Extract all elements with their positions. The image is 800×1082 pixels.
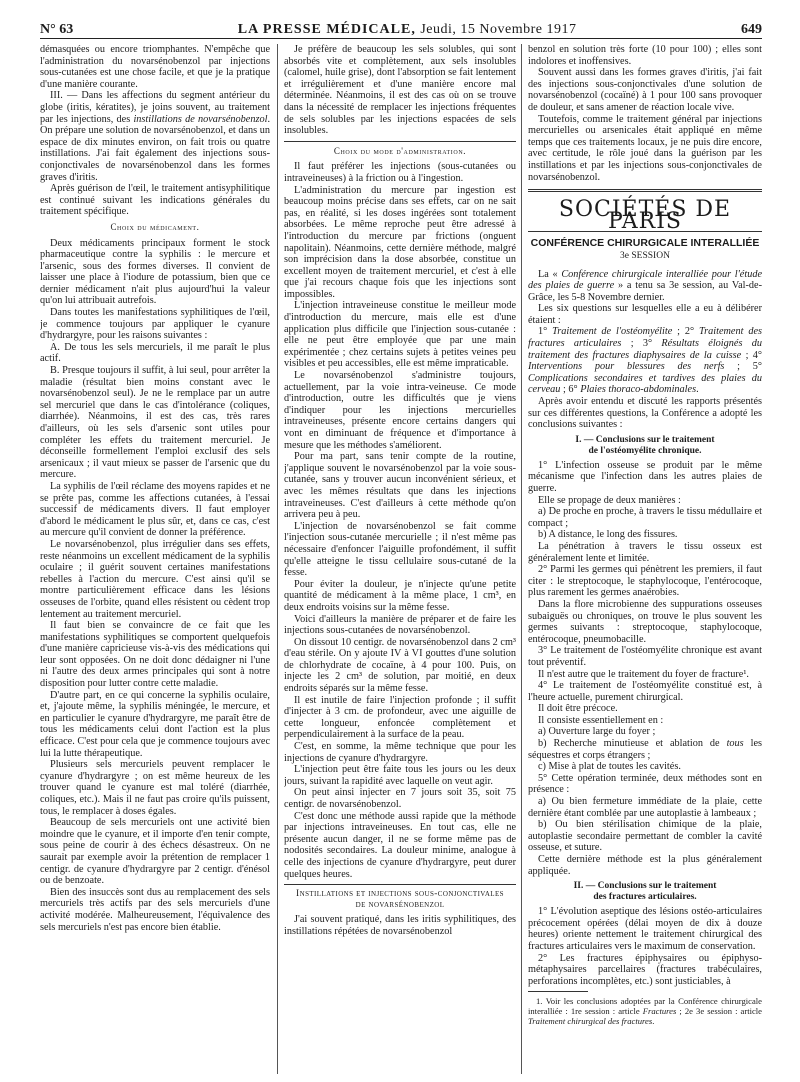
paragraph: Toutefois, comme le traitement général par injections mercurielles ou arsenicales était appliqué en même temps que ces traitements locaux, je ne puis dire encore, avec certitude, le rôle joué dans la guérison par les instillations et par les injections sous-conjonctivales de novarsénobenzol. [528,113,762,183]
paragraph: Après guérison de l'œil, le traitement antisyphilitique est continué suivant les indications générales du traitement spécifique. [40,183,270,218]
paragraph: benzol en solution très forte (10 pour 100) ; elles sont indolores et inoffensives. [528,44,762,67]
paragraph: Deux médicaments principaux forment le stock pharmaceutique contre la syphilis : le mercure et l'arsenic, sous des formes diverses. Il convient de laisser une place à l'iodure de potassium, bien que ce dernier médicament n'ait plus aujourd'hui la valeur qu'on lui attribuait autrefois. [40,237,270,307]
paragraph: Le novarsénobenzol s'administre toujours, actuellement, par la voie intra-veineuse. Ce mode d'introduction, outre les difficultés que je viens d'indiquer pour les injections mercurielles intraveineuses, présente encore certains dangers qui vont en diminuant de fréquence et d'importance à mesure que les méthodes s'améliorent. [284,370,516,451]
column-divider [521,44,522,1074]
paragraph: C'est, en somme, la même technique que pour les injections de cyanure d'hydrargyre. [284,741,516,764]
paragraph: 3° Le traitement de l'ostéomyélite chronique est avant tout préventif. [528,645,762,668]
paragraph: Dans toutes les manifestations syphilitiques de l'œil, je commence toujours par appliquer le cyanure d'hydrargyre, pour les raisons suivantes : [40,307,270,342]
paragraph: Les six questions sur lesquelles elle a eu à délibérer étaient : [528,303,762,326]
paragraph: On peut ainsi injecter en 7 jours soit 35, soit 75 centigr. de novarsénobenzol. [284,787,516,810]
conference-title: CONFÉRENCE CHIRURGICALE INTERALLIÉE [530,237,760,250]
paragraph: Je préfère de beaucoup les sels solubles, qui sont absorbés vite et complètement, aux sels insolubles (calomel, huile grise), dont l'absorption se fait lentement et irrégulièrement et d'une manière encore mal déterminée. Néanmoins, il est des cas où on se trouve dans la nécessité de remplacer les injections fréquentes de sels solubles par les injections espacées de sels insolubles. [284,44,516,137]
divider [528,189,762,192]
paragraph: Beaucoup de sels mercuriels ont une activité bien moindre que le cyanure, et il importe d'en tenir compte, sous peine de courir à des échecs désastreux. On ne saurait par exemple avoir la prétention de remplacer 1 centigr. de cyanure d'hydrargyre par 2 centigr. d'énésol ou de benzoate. [40,817,270,887]
paragraph: Cette dernière méthode est la plus généralement appliquée. [528,854,762,877]
section-heading: Choix du médicament. [110,221,200,232]
paragraph: J'ai souvent pratiqué, dans les iritis syphilitiques, des instillations répétées de novarsénobenzol [284,914,516,937]
paragraph: L'injection de novarsénobenzol se fait comme l'injection sous-cutanée mercurielle ; il n'est même pas nécessaire d'enfoncer l'aiguille profondément, il suffit qu'elle atteigne le tissu cellulaire sous-cutané de la fesse. [284,520,516,579]
journal-name: LA PRESSE MÉDICALE, [237,22,421,37]
paragraph: La pénétration à travers le tissu osseux est généralement lente et limitée. [528,540,762,564]
paragraph: Pour éviter la douleur, je n'injecte qu'une petite quantité de médicament à la même place, 1 cm³, en deux endroits voisins sur la même fesse. [284,578,516,613]
paragraph: La « Conférence chirurgicale interalliée pour l'étude des plaies de guerre » a tenu sa 3e session, au Val-de-Grâce, les 5-8 Novembre dernier. [528,268,762,303]
paragraph: Dans la flore microbienne des suppurations osseuses subaiguës ou chroniques, on trouve le plus souvent les germes suivants : streptocoque, staphylocoque, entérocoque, pneumobacille. [528,598,762,645]
running-header [40,18,762,39]
paragraph: 2° Parmi les germes qui pénètrent les premiers, il faut citer : le streptocoque, le staphylocoque, l'entérocoque, plus rarement les germes anaérobies. [528,564,762,599]
section-heading: II. — Conclusions sur le traitement des fractures articulaires. [573,881,717,903]
paragraph: b) Recherche minutieuse et ablation de tous les séquestres et corps étrangers ; [528,738,762,761]
paragraph: Il doit être précoce. [538,703,618,715]
paragraph: Elle se propage de deux manières : [538,494,681,506]
paragraph: 1° Traitement de l'ostéomyélite ; 2° Traitement des fractures articulaires ; 3° Résultats éloignés du traitement des fractures diaphysaires de la cuisse ; 4° Interventions pour blessures des nerfs ; 5° Complications secondaires et tardives des plaies du cerveau ; 6° Plaies thoraco-abdominales. [528,326,762,396]
paragraph: 1° L'infection osseuse se produit par le même mécanisme que l'infection dans les autres plaies de guerre. [528,459,762,494]
paragraph: L'administration du mercure par ingestion est beaucoup moins précise dans ses effets, car on ne sait pas, en réalité, si les doses ingérées sont totalement absorbées. Le même reproche peut être adressé à l'introduction du mercure par frictions (onguent napolitain). Néanmoins, cette dernière méthode, malgré son imprécision dans la dose absorbée, constitue un excellent moyen de traitement mercuriel, et c'est à elle que j'ai recours chaque fois que les injections sont impossibles. [284,184,516,300]
paragraph: b) Ou bien stérilisation chimique de la plaie, autoplastie secondaire permettant de combler la cavité osseuse, et suture. [528,819,762,854]
paragraph: démasquées ou encore triomphantes. N'empêche que l'administration du novarsénobenzol par injections sous-cutanées est une chose facile, et que je la pratique d'une manière courante. [40,44,270,90]
paragraph: 5° Cette opération terminée, deux méthodes sont en présence : [528,772,762,796]
paragraph: A. De tous les sels mercuriels, il me paraît le plus actif. [40,341,270,365]
paragraph: 4° Le traitement de l'ostéomyélite constitué est, à l'heure actuelle, purement chirurgical. [528,680,762,703]
footnote-text: 1. Voir les conclusions adoptées par la Conférence chirurgicale interalliée : 1re session : article Fractures ; 2e 3e session : article Traitement chirurgical des fractures. [528,996,762,1027]
paragraph: b) A distance, le long des fissures. [538,529,678,541]
paragraph: L'injection peut être faite tous les jours ou les deux jours, suivant la rapidité avec laquelle on veut agir. [284,764,516,787]
paragraph: 1° L'évolution aseptique des lésions ostéo-articulaires précocement opérées (délai moyen de dix à douze heures) oriente nettement le traitement chirurgical des fractures articulaires vers le maximum de conservation. [528,906,762,952]
section-heading: Choix du mode d'administration. [333,145,467,156]
paragraph: Pour ma part, sans tenir compte de la routine, j'applique souvent le novarsénobenzol par la voie sous-cutanée, sans y trouver aucun inconvénient sérieux, et avec les mêmes résultats que dans les injections intraveineuses. C'est d'ailleurs à cette méthode qu'on arrivera peu à peu. [284,451,516,521]
section-heading: I. — Conclusions sur le traitement de l'ostéomyélite chronique. [575,434,715,456]
column-3 [528,44,762,1074]
paragraph: a) Ouverture large du foyer ; [538,726,656,738]
paragraph: C'est donc une méthode aussi rapide que la méthode par injections intraveineuses. En tout cas, elle ne présente aucun danger, il ne se forme même pas de nodosités secondaires. La douleur minime, analogue à celle des injections de cyanure d'hydrargyre, peut durer quelques heures. [284,810,516,880]
paragraph: Il consiste essentiellement en : [538,714,664,726]
paragraph: Il faut préférer les injections (sous-cutanées ou intraveineuses) à la friction ou à l'ingestion. [284,161,516,184]
paragraph: Après avoir entendu et discuté les rapports présentés sur ces différentes questions, la Conférence a adopté les conclusions suivantes : [528,396,762,431]
paragraph: Bien des insuccès sont dus au remplacement des sels mercuriels très actifs par des sels mercuriels d'une activité modérée. Malheureusement, l'équivalence des sels mercuriels n'est pas encore bien établie. [40,886,270,933]
paragraph: Souvent aussi dans les formes graves d'iritis, j'ai fait des injections sous-conjonctivales d'une solution de novarsénobenzol (cocaïné) à 1 pour 100 sans provoquer de douleur, et sans amener de réaction locale vive. [528,67,762,113]
column-1 [40,44,270,1074]
paragraph: Il est inutile de faire l'injection profonde ; il suffit d'injecter à 3 cm. de profondeur, avec une aiguille de cette longueur, enfoncée complètement et perpendiculairement à la surface de la peau. [284,694,516,741]
journal-title [238,22,577,38]
section-heading: Instillations et injections sous-conjonctivales de novarsénobenzol [296,889,504,911]
column-2 [284,44,516,1074]
footnote [528,996,762,1026]
paragraph: a) Ou bien fermeture immédiate de la plaie, cette dernière étant comblée par une autoplastie à lambeaux ; [528,796,762,819]
column-divider [277,44,278,1074]
section-title: SOCIÉTÉS DE PARIS [558,197,732,234]
paragraph: L'injection intraveineuse constitue le meilleur mode d'introduction du mercure, mais elle est d'une application plus difficile que l'injection sous-cutanée : elle ne peut être employée que par une main expérimentée ; chez certains sujets à petites veines peu visibles et peu accessibles, elle est même impraticable. [284,300,516,370]
footnote-rule [528,991,588,992]
paragraph: Il faut bien se convaincre de ce fait que les manifestations syphilitiques se comportent quelquefois d'une manière capricieuse vis-à-vis des médications qui leur sont opposées. On ne doit donc dédaigner ni l'une ni l'autre des deux armes principales qui sont à notre disposition pour lutter contre cette maladie. [40,620,270,690]
paragraph: Il n'est autre que le traitement du foyer de fracture¹. [538,668,749,680]
paragraph: La syphilis de l'œil réclame des moyens rapides et ne se prête pas, comme les affections cutanées, à l'essai successif de médicaments divers. Il faut employer d'abord le médicament le plus sûr, et, dans ce cas, c'est au mercure qu'il convient de donner la préférence. [40,480,270,539]
divider [284,884,516,885]
paragraph: D'autre part, en ce qui concerne la syphilis oculaire, et, j'ajoute même, la syphilis méningée, le mercure, et en particulier le cyanure d'hydrargyre, me paraît être de tous les médicaments celui dont l'action est la plus efficace. C'est pour cela que je commence toujours avec lui la lutte thérapeutique. [40,689,270,759]
paragraph: III. — Dans les affections du segment antérieur du globe (iritis, kératites), je joins souvent, au traitement par les injections, des instillations de novarsénobenzol. On prépare une solution de novarsénobenzol, et dans un espace de dix minutes environ, on fait trois ou quatre instillations. J'ai fait également des injections sous-conjonctivales de novarsénobenzol dans les formes graves d'iritis. [40,90,270,183]
paragraph: Plusieurs sels mercuriels peuvent remplacer le cyanure d'hydrargyre ; on est même heureux de les trouver quand le cyanure est mal toléré (diarrhée, coliques, etc.). Mais il ne faut pas croire qu'ils puissent, tous, le remplacer à doses égales. [40,759,270,817]
paragraph: Voici d'ailleurs la manière de préparer et de faire les injections sous-cutanées de novarsénobenzol. [284,613,516,637]
session-label: 3e SESSION [620,250,670,261]
issue-date: Jeudi, 15 Novembre 1917 [420,22,577,37]
page-number: 649 [741,22,762,37]
paragraph: a) De proche en proche, à travers le tissu médullaire et compact ; [528,506,762,529]
paragraph: c) Mise à plat de toutes les cavités. [538,761,681,773]
paragraph: 2° Les fractures épiphysaires ou épiphyso-métaphysaires parcellaires (fractures trabéculaires, perforations incomplètes, etc.) sont justiciables, à [528,952,762,987]
paragraph: On dissout 10 centigr. de novarsénobenzol dans 2 cm³ d'eau stérile. On y ajoute IV à VI gouttes d'une solution de chlorhydrate de cocaïne, à 4 pour 100. Puis, on injecte les 2 cm³ de solution, par moitié, en deux endroits séparés sur la même fesse. [284,636,516,695]
divider [284,141,516,142]
paragraph: Le novarsénobenzol, plus irrégulier dans ses effets, reste néanmoins un excellent médicament de la syphilis oculaire ; il guérit souvent certaines manifestations rebelles à l'action du mercure. C'est ainsi qu'il se montre particulièrement efficace dans les lésions osseuses de l'orbite, quand elles résistent ou cèdent trop lentement au traitement mercuriel. [40,538,270,620]
issue-number: N° 63 [40,22,74,37]
paragraph: B. Presque toujours il suffit, à lui seul, pour arrêter la maladie (résultat bien moins constant avec le novarsénobenzol seul). Je ne le remplace par un autre sel mercuriel que dans le cas d'intolérance (coliques, diarrhée). Néanmoins, il est des cas, très rares d'ailleurs, où les sels d'arsenic sont utiles pour compléter les effets du traitement mercuriel. Je déconseille formellement l'emploi exclusif des sels arsenicaux ; il vaut mieux se passer de l'arsenic que du mercure. [40,365,270,481]
